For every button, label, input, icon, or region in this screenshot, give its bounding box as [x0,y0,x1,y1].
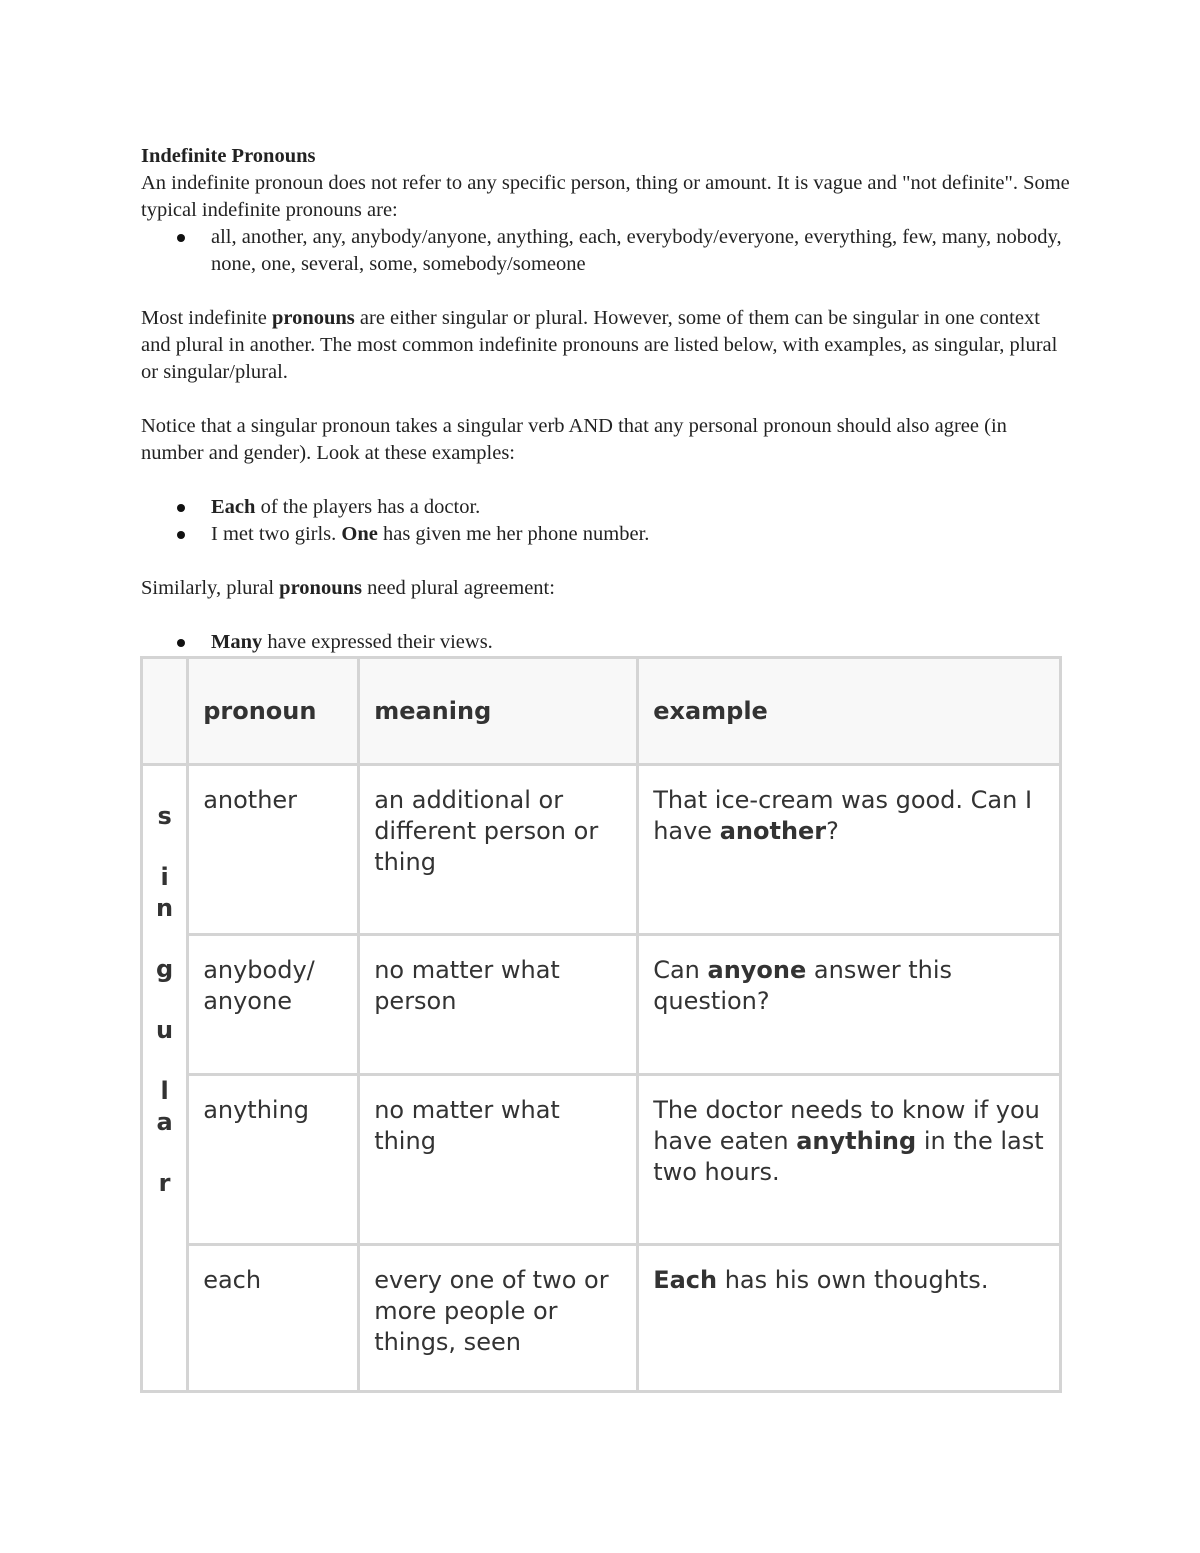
side-letter [156,1138,173,1169]
bold-text: anyone [707,956,807,984]
header-pronoun: pronoun [188,658,359,765]
bold-text: pronouns [271,307,355,329]
doc-title: Indefinite Pronouns [141,145,316,167]
bold-text: another [719,817,827,845]
list-item: all, another, any, anybody/anyone, anything, each, everybody/everyone, everything, few, many, nobody, none, one, several, some, somebody/someone [141,224,1071,278]
text: have expressed their views. [262,631,493,653]
pronoun-list [141,224,1071,278]
text: of the players has a doctor. [255,496,481,518]
bold-text: anything [796,1127,917,1155]
pronoun-cell: anything [188,1075,359,1245]
text: The doctor needs to know if you have eaten [653,1096,1040,1155]
text: That ice-cream was good. Can I have [653,786,1033,845]
pronoun-cell: another [188,765,359,935]
text: Similarly, plural [141,577,280,599]
text: has his own thoughts. [717,1266,989,1294]
list-item [141,494,1071,521]
table-row [142,1245,1061,1392]
text: has given me her phone number. [377,523,650,545]
text: Can [653,956,708,984]
paragraph-2 [141,305,1071,386]
pronoun-table [140,656,1062,1393]
meaning-cell: every one of two or more people or things, seen [359,1245,638,1392]
side-letter [156,923,173,954]
paragraph-3: Notice that a singular pronoun takes a singular verb AND that any personal pronoun should also agree (in number and gender). Look at these examples: [141,415,1007,464]
side-letter: n [156,893,174,922]
header-cell-empty [142,658,188,765]
table-row [142,1075,1061,1245]
meaning-cell: no matter what thing [359,1075,638,1245]
bold-text: One [341,523,378,545]
example-cell [638,765,1061,935]
bold-text: Many [211,631,263,653]
pronoun-cell: each [188,1245,359,1392]
side-letter: l [160,1077,169,1106]
bold-text: Each [653,1266,718,1294]
plural-example-list [141,629,1071,656]
text: ? [826,817,839,845]
paragraph-4 [141,575,1071,602]
text: in the last two hours. [653,1127,1044,1186]
header-meaning: meaning [359,658,638,765]
side-letter: a [156,1107,173,1136]
singular-side-label [142,765,188,1392]
document-body [141,143,1071,656]
table-row [142,935,1061,1075]
bold-text: Each [211,496,256,518]
side-letter: r [158,1169,171,1198]
side-letter [156,832,173,863]
example-cell [638,1075,1061,1245]
example-cell [638,1245,1061,1392]
header-example: example [638,658,1061,765]
side-letter [156,985,173,1016]
list-item [141,521,1071,548]
text: I met two girls. [211,523,342,545]
text: answer this question? [653,956,953,1015]
text: Most indefinite [141,307,272,329]
side-letter: i [160,863,169,892]
side-letter: s [157,802,172,830]
side-letter: u [156,1016,174,1045]
example-list [141,494,1071,548]
text: are either singular or plural. However, some of them can be singular in one context and plural in another. The most common indefinite pronouns are listed below, with examples, as singular, plural or singular/plural. [141,307,1058,383]
text: need plural agreement: [361,577,555,599]
intro-paragraph: An indefinite pronoun does not refer to any specific person, thing or amount. It is vague and "not definite". Some typical indefinite pronouns are: [141,172,1070,221]
pronoun-cell: anybody/ anyone [188,935,359,1075]
example-cell [638,935,1061,1075]
side-letter: g [156,954,174,983]
table-row [142,765,1061,935]
side-letter [156,1046,173,1077]
bold-text: pronouns [279,577,362,599]
table-header-row [142,658,1061,765]
meaning-cell: an additional or different person or thing [359,765,638,935]
list-item [141,629,1071,656]
meaning-cell: no matter what person [359,935,638,1075]
